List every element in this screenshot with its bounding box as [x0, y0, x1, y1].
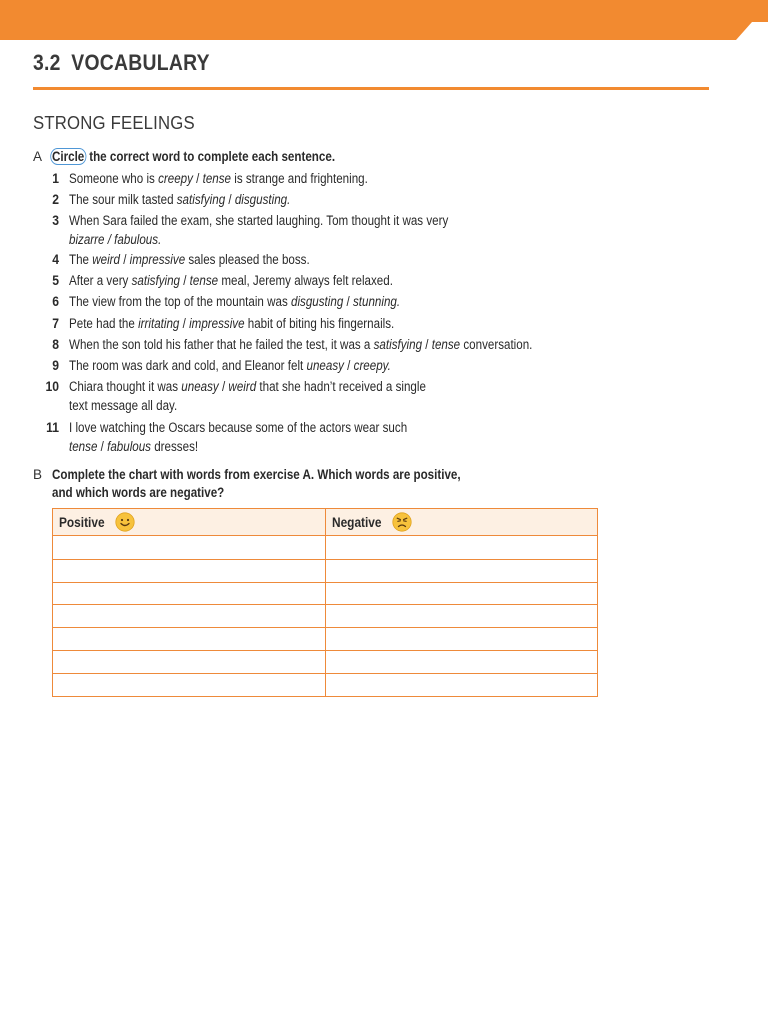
positive-cell[interactable] [53, 674, 325, 696]
item-text-line [69, 419, 407, 438]
chart-header [53, 509, 597, 536]
word-choice[interactable]: creepy. [353, 358, 391, 373]
top-banner [0, 0, 768, 40]
word-choice[interactable]: irritating [138, 316, 180, 331]
chart-row [53, 673, 597, 696]
sentence-text: When the son told his father that he failed the test, it was a [69, 337, 374, 352]
item-text-line [69, 357, 391, 376]
sentence-text: / [179, 316, 190, 331]
item-text-line [69, 336, 532, 355]
word-choice[interactable]: uneasy [306, 358, 344, 373]
positive-header [53, 509, 325, 535]
word-choice[interactable]: tense [189, 273, 219, 288]
item-text-line [69, 293, 400, 312]
negative-cell[interactable] [325, 674, 597, 696]
sentence-text: meal, Jeremy always felt relaxed. [218, 273, 393, 288]
negative-cell[interactable] [325, 605, 597, 627]
chart-body [53, 536, 597, 696]
positive-negative-chart [52, 508, 598, 697]
exercise-item [30, 272, 650, 291]
sentence-text: / [119, 252, 130, 267]
sentence-text: I love watching the Oscars because some of the actors wear such [69, 420, 408, 435]
negative-cell[interactable] [325, 536, 597, 559]
exercise-item [30, 170, 650, 189]
item-text-line [69, 191, 290, 210]
item-number: 1 [52, 171, 59, 186]
sentence-text: The [69, 252, 93, 267]
sentence-text: / [97, 438, 108, 454]
sentence-text: dresses! [150, 438, 199, 454]
word-choice[interactable]: uneasy [181, 379, 219, 394]
item-text-line [69, 231, 161, 250]
positive-cell[interactable] [53, 651, 325, 673]
sentence-text: habit of biting his fingernails. [244, 316, 395, 331]
positive-cell[interactable] [53, 560, 325, 582]
item-text-line [69, 170, 368, 189]
positive-cell[interactable] [53, 628, 325, 650]
negative-cell[interactable] [325, 560, 597, 582]
word-choice[interactable]: satisfying [176, 192, 226, 207]
exercise-item [30, 419, 650, 456]
word-choice[interactable]: / [104, 231, 115, 247]
sentence-text: / [343, 294, 353, 309]
exercise-item [30, 251, 650, 270]
circled-word: Circle [52, 149, 85, 164]
smiling-face-icon [115, 512, 135, 532]
exercise-b-letter: B [33, 467, 43, 482]
item-number: 4 [52, 252, 59, 267]
chart-row [53, 559, 597, 582]
item-number: 9 [52, 358, 59, 373]
sentence-text: / [225, 192, 235, 207]
sentence-text: The sour milk tasted [69, 192, 177, 207]
exercise-item [30, 336, 650, 355]
word-choice[interactable]: impressive [129, 252, 186, 267]
exercise-item [30, 357, 650, 376]
sentence-text: When Sara failed the exam, she started laughing. Tom thought it was very [69, 213, 449, 228]
word-choice[interactable]: disgusting. [234, 192, 291, 207]
exercise-item [30, 191, 650, 210]
word-choice[interactable]: fabulous [107, 438, 151, 454]
sentence-text: The room was dark and cold, and Eleanor felt [69, 358, 307, 373]
word-choice[interactable]: impressive [189, 316, 245, 331]
positive-cell[interactable] [53, 583, 325, 605]
word-choice[interactable]: stunning. [352, 294, 401, 309]
word-choice[interactable]: weird [92, 252, 120, 267]
positive-cell[interactable] [53, 605, 325, 627]
item-number: 2 [52, 192, 59, 207]
section-title: STRONG FEELINGS [33, 113, 195, 133]
item-number: 10 [45, 379, 59, 394]
item-number: 7 [52, 316, 59, 331]
unit-heading [33, 50, 210, 76]
word-choice[interactable]: tense [69, 438, 98, 454]
sentence-text: / [343, 358, 354, 373]
word-choice[interactable]: satisfying [373, 337, 423, 352]
negative-cell[interactable] [325, 583, 597, 605]
sentence-text: Someone who is [69, 171, 159, 186]
exercise-a-instruction [52, 148, 335, 166]
exercise-b-instruction-line-2: and which words are negative? [52, 485, 225, 500]
chart-row [53, 650, 597, 673]
word-choice[interactable]: tense [431, 337, 461, 352]
item-number: 11 [46, 420, 59, 435]
sentence-text: sales pleased the boss. [185, 252, 310, 267]
chart-row [53, 582, 597, 605]
word-choice[interactable]: disgusting [291, 294, 344, 309]
item-text-line [69, 315, 394, 334]
chart-row [53, 536, 597, 559]
sentence-text: / [192, 171, 203, 186]
exercise-a-letter: A [33, 149, 43, 164]
sentence-text: After a very [69, 273, 132, 288]
item-text-line [69, 438, 198, 457]
negative-header [325, 509, 597, 535]
word-choice[interactable]: weird [228, 379, 257, 394]
frowning-face-icon [392, 512, 412, 532]
sentence-text: / [218, 379, 229, 394]
sentence-text: The view from the top of the mountain was [69, 294, 292, 309]
sentence-text: that she hadn’t received a single [256, 379, 426, 394]
item-number: 8 [52, 337, 59, 352]
item-number: 5 [52, 273, 59, 288]
item-text-line [69, 272, 393, 291]
negative-cell[interactable] [325, 628, 597, 650]
item-number: 3 [52, 213, 59, 228]
word-choice[interactable]: bizarre [69, 231, 105, 247]
positive-label: Positive [59, 514, 105, 530]
instruction-text: the correct word to complete each sentence. [85, 149, 336, 164]
sentence-text: conversation. [460, 337, 533, 352]
title-divider [33, 87, 709, 90]
exercise-item [30, 212, 650, 249]
item-text-line [69, 212, 448, 231]
exercise-b-instruction-line-1: Complete the chart with words from exercise A. Which words are positive, [52, 467, 461, 482]
sentence-text: text message all day. [69, 397, 178, 413]
sentence-text: Pete had the [69, 316, 139, 331]
chart-row [53, 604, 597, 627]
sentence-text: / [179, 273, 190, 288]
exercise-item [30, 315, 650, 334]
item-text-line [69, 397, 177, 416]
sentence-text: Chiara thought it was [69, 379, 182, 394]
exercise-item [30, 293, 650, 312]
item-text-line [69, 251, 310, 270]
chart-row [53, 627, 597, 650]
word-choice[interactable]: satisfying [131, 273, 180, 288]
sentence-text: is strange and frightening. [231, 171, 368, 186]
positive-cell[interactable] [53, 536, 325, 559]
item-number: 6 [52, 294, 59, 309]
negative-cell[interactable] [325, 651, 597, 673]
word-choice[interactable]: fabulous. [114, 231, 162, 247]
unit-title: VOCABULARY [71, 50, 210, 75]
sentence-text: / [422, 337, 432, 352]
unit-number: 3.2 [33, 50, 61, 75]
exercise-item [30, 378, 650, 415]
word-choice[interactable]: tense [202, 171, 232, 186]
negative-label: Negative [332, 514, 382, 530]
word-choice[interactable]: creepy [158, 171, 193, 186]
item-text-line [69, 378, 426, 397]
